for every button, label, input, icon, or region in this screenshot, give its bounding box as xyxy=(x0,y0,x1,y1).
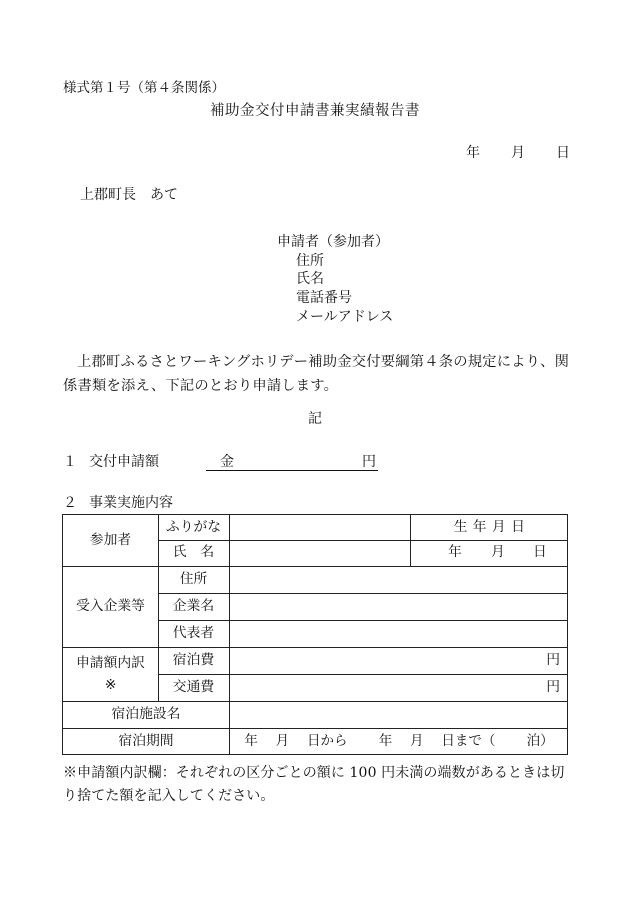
transport-cost-label: 交通費 xyxy=(172,678,215,695)
applicant-address-label: 住所 xyxy=(296,252,324,269)
lodging-cost-unit: 円 xyxy=(546,651,560,668)
birthdate-field[interactable] xyxy=(411,540,568,566)
applicant-block xyxy=(277,233,393,326)
amount-field[interactable] xyxy=(206,455,378,471)
breakdown-mark: ※ xyxy=(104,677,117,693)
document-title: 補助金交付申請書兼実績報告書 xyxy=(210,103,420,119)
section1-label: 交付申請額 xyxy=(89,454,159,470)
addressee: 上郡町長 あて xyxy=(80,187,178,203)
birth-month: 月 xyxy=(491,544,505,561)
name-label: 氏 名 xyxy=(172,544,215,561)
host-company-label: 受入企業等 xyxy=(76,597,145,614)
birth-day: 日 xyxy=(533,544,547,561)
birthdate-label: 生 年 月 日 xyxy=(453,518,526,535)
host-address-label: 住所 xyxy=(179,570,208,587)
application-statement: 上郡町ふるさとワーキングホリデー補助金交付要綱第４条の規定により、関係書類を添え、下記のとおり申請します。 xyxy=(63,354,570,394)
detail-table xyxy=(62,514,568,755)
section1-number: １ xyxy=(63,454,77,470)
company-name-field[interactable] xyxy=(230,593,568,620)
birth-year: 年 xyxy=(448,544,462,561)
host-address-field[interactable] xyxy=(230,566,568,593)
name-field[interactable] xyxy=(230,540,410,566)
date-year: 年 xyxy=(466,145,480,161)
lodging-facility-field[interactable] xyxy=(230,701,568,728)
applicant-phone-label: 電話番号 xyxy=(296,290,352,307)
participant-label: 参加者 xyxy=(89,531,132,548)
applicant-heading: 申請者（参加者） xyxy=(277,234,389,250)
kin-label: 金 xyxy=(220,454,234,470)
date-day: 日 xyxy=(556,145,570,161)
transport-cost-unit: 円 xyxy=(546,678,560,695)
lodging-period-label: 宿泊期間 xyxy=(118,732,174,749)
company-name-label: 企業名 xyxy=(172,597,215,614)
breakdown-label: 申請額内訳 xyxy=(76,655,145,671)
applicant-name-label: 氏名 xyxy=(296,271,324,288)
ki-heading: 記 xyxy=(308,411,322,427)
application-amount-row xyxy=(63,455,378,471)
date-line xyxy=(466,146,570,160)
date-month: 月 xyxy=(511,145,525,161)
furigana-label: ふりがな xyxy=(165,518,222,535)
transport-cost-field[interactable] xyxy=(230,674,568,701)
lodging-period-field[interactable]: 年 月 日から 年 月 日まで（ 泊） xyxy=(244,732,554,749)
furigana-field[interactable] xyxy=(230,515,410,540)
lodging-cost-label: 宿泊費 xyxy=(172,651,215,668)
section2-heading xyxy=(63,496,173,510)
section2-label: 事業実施内容 xyxy=(89,495,173,511)
lodging-cost-field[interactable] xyxy=(230,647,568,674)
footnote: ※申請額内訳欄：それぞれの区分ごとの額に 100 円未満の端数があるときは切り捨てた額を記入してください。 xyxy=(63,765,565,804)
representative-label: 代表者 xyxy=(172,624,215,641)
lodging-facility-label: 宿泊施設名 xyxy=(111,705,181,722)
yen-label: 円 xyxy=(362,454,376,470)
section2-number: ２ xyxy=(63,495,77,511)
representative-field[interactable] xyxy=(230,620,568,647)
form-number: 様式第１号（第４条関係） xyxy=(63,80,225,96)
applicant-email-label: メールアドレス xyxy=(296,308,394,325)
breakdown-label-cell xyxy=(63,647,158,701)
